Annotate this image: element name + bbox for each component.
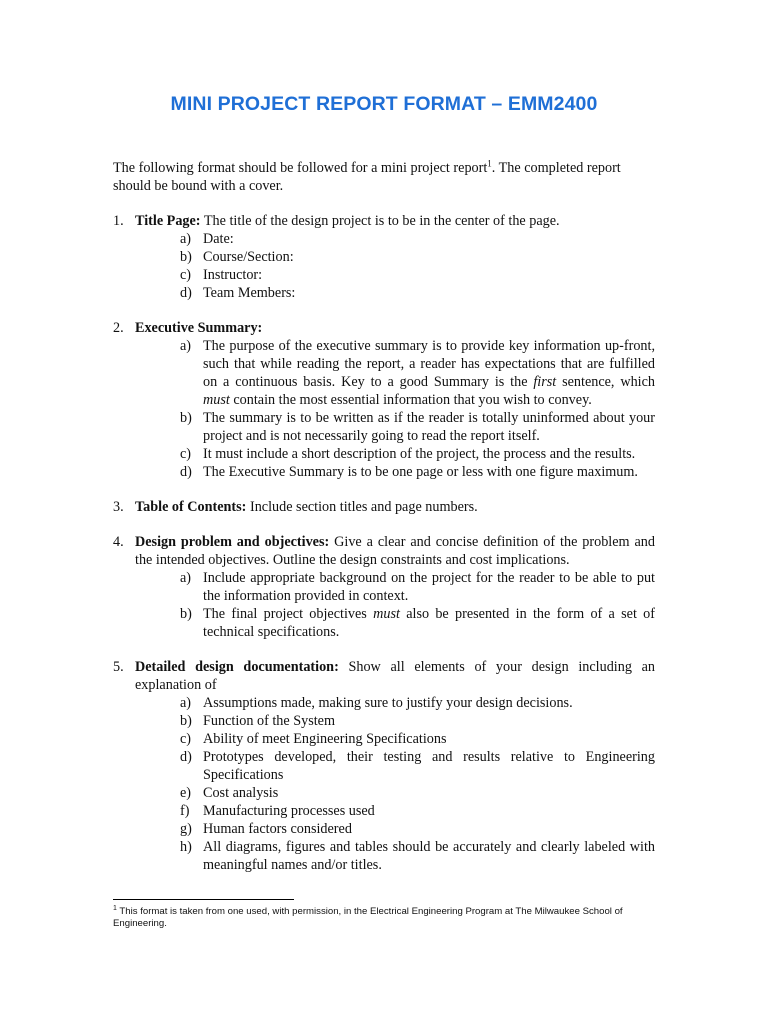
list-letter: c) (180, 267, 192, 283)
list-letter: d) (180, 464, 192, 480)
section-number: 1. (113, 213, 124, 229)
list-letter: d) (180, 285, 192, 301)
list-letter: g) (180, 821, 192, 837)
list-text: The summary is to be written as if the reader is totally uninformed about your project and is not necessarily going to read the report itself. (203, 410, 655, 444)
list-text: Include appropriate background on the project for the reader to be able to put the information provided in context. (203, 570, 655, 604)
section-label: Table of Contents: (135, 499, 247, 515)
section-text: Give a clear and concise definition of the problem and the intended objectives. Outline the design constraints and cost implications. (135, 534, 655, 568)
list-text: Function of the System (203, 713, 336, 729)
list-text: Human factors considered (203, 821, 352, 837)
list-item (180, 230, 655, 248)
section-heading (135, 212, 655, 230)
list-text: Ability of meet Engineering Specifications (203, 731, 447, 747)
list-letter: b) (180, 606, 192, 622)
section-number: 2. (113, 320, 124, 336)
list-item (180, 820, 655, 838)
list-letter: b) (180, 410, 192, 426)
list-item (180, 284, 655, 302)
emphasis-text: must (203, 392, 230, 408)
list-letter: a) (180, 570, 192, 586)
section-heading (135, 658, 655, 694)
list-text: Cost analysis (203, 785, 279, 801)
section-table-of-contents (113, 498, 655, 516)
section-label: Detailed design documentation: (135, 659, 339, 675)
list-text: Date: (203, 231, 234, 247)
section-number: 3. (113, 499, 124, 515)
sub-list (135, 569, 655, 641)
section-design-problem (113, 533, 655, 641)
list-text: Course/Section: (203, 249, 294, 265)
list-letter: h) (180, 839, 192, 855)
list-item (180, 463, 655, 481)
list-letter: c) (180, 731, 192, 747)
list-text: The purpose of the executive summary is to provide key information up-front, such that while reading the report, a reader has expectations that are fulfilled on a continuous basis. Key to a good Summary is the (203, 338, 655, 390)
document-body (113, 159, 655, 891)
section-heading (135, 319, 655, 337)
section-title-page (113, 212, 655, 302)
list-text: The Executive Summary is to be one page or less with one figure maximum. (203, 464, 638, 480)
list-item (180, 248, 655, 266)
footnote (113, 906, 658, 930)
list-text: Assumptions made, making sure to justify your design decisions. (203, 695, 573, 711)
intro-paragraph (113, 159, 655, 195)
section-number: 5. (113, 659, 124, 675)
list-text: sentence, which (556, 374, 655, 390)
list-item (180, 748, 655, 784)
list-text: also be presented in the form of a set of technical specifications. (203, 606, 656, 640)
list-letter: d) (180, 749, 192, 765)
footnote-ref[interactable]: 1 (487, 158, 492, 169)
list-letter: b) (180, 713, 192, 729)
list-letter: a) (180, 695, 192, 711)
list-letter: b) (180, 249, 192, 265)
section-label: Executive Summary: (135, 320, 263, 336)
list-item (180, 784, 655, 802)
section-label: Design problem and objectives: (135, 534, 330, 550)
list-text: Prototypes developed, their testing and results relative to Engineering Specifications (203, 749, 655, 783)
list-item (180, 266, 655, 284)
footnote-marker: 1 (113, 904, 117, 912)
list-letter: a) (180, 338, 192, 354)
list-item (180, 445, 655, 463)
section-text: The title of the design project is to be in the center of the page. (200, 213, 560, 229)
list-letter: c) (180, 446, 192, 462)
section-heading (135, 533, 655, 569)
document-title: MINI PROJECT REPORT FORMAT – EMM2400 (170, 93, 598, 115)
list-item (180, 337, 655, 409)
sub-list (135, 337, 655, 481)
section-heading (135, 498, 655, 516)
sub-list (135, 230, 655, 302)
list-item (180, 694, 655, 712)
footnote-text: This format is taken from one used, with permission, in the Electrical Engineering Program at The Milwaukee School of Engineering. (113, 906, 623, 929)
list-item (180, 569, 655, 605)
section-label: Title Page: (135, 213, 201, 229)
list-text: The final project objectives (203, 606, 374, 622)
list-item (180, 730, 655, 748)
list-item (180, 802, 655, 820)
section-number: 4. (113, 534, 124, 550)
list-item (180, 712, 655, 730)
list-letter: f) (180, 803, 190, 819)
sub-list (135, 694, 655, 874)
section-executive-summary (113, 319, 655, 481)
footnote-divider (113, 899, 294, 900)
list-letter: e) (180, 785, 192, 801)
list-text: Manufacturing processes used (203, 803, 375, 819)
list-text: Team Members: (203, 285, 296, 301)
section-text: Show all elements of your design including an explanation of (135, 659, 655, 693)
list-item (180, 838, 655, 874)
section-detailed-design (113, 658, 655, 874)
section-text: Include section titles and page numbers. (246, 499, 478, 515)
emphasis-text: first (533, 374, 557, 390)
list-text: contain the most essential information that you wish to convey. (229, 392, 592, 408)
intro-text: The following format should be followed for a mini project report (113, 160, 488, 176)
list-text: It must include a short description of the project, the process and the results. (203, 446, 636, 462)
list-item (180, 605, 655, 641)
list-text: All diagrams, figures and tables should be accurately and clearly labeled with meaningful names and/or titles. (203, 839, 655, 873)
intro-text-end: . The completed report should be bound with a cover. (113, 160, 621, 194)
list-text: Instructor: (203, 267, 263, 283)
list-item (180, 409, 655, 445)
emphasis-text: must (373, 606, 400, 622)
list-letter: a) (180, 231, 192, 247)
